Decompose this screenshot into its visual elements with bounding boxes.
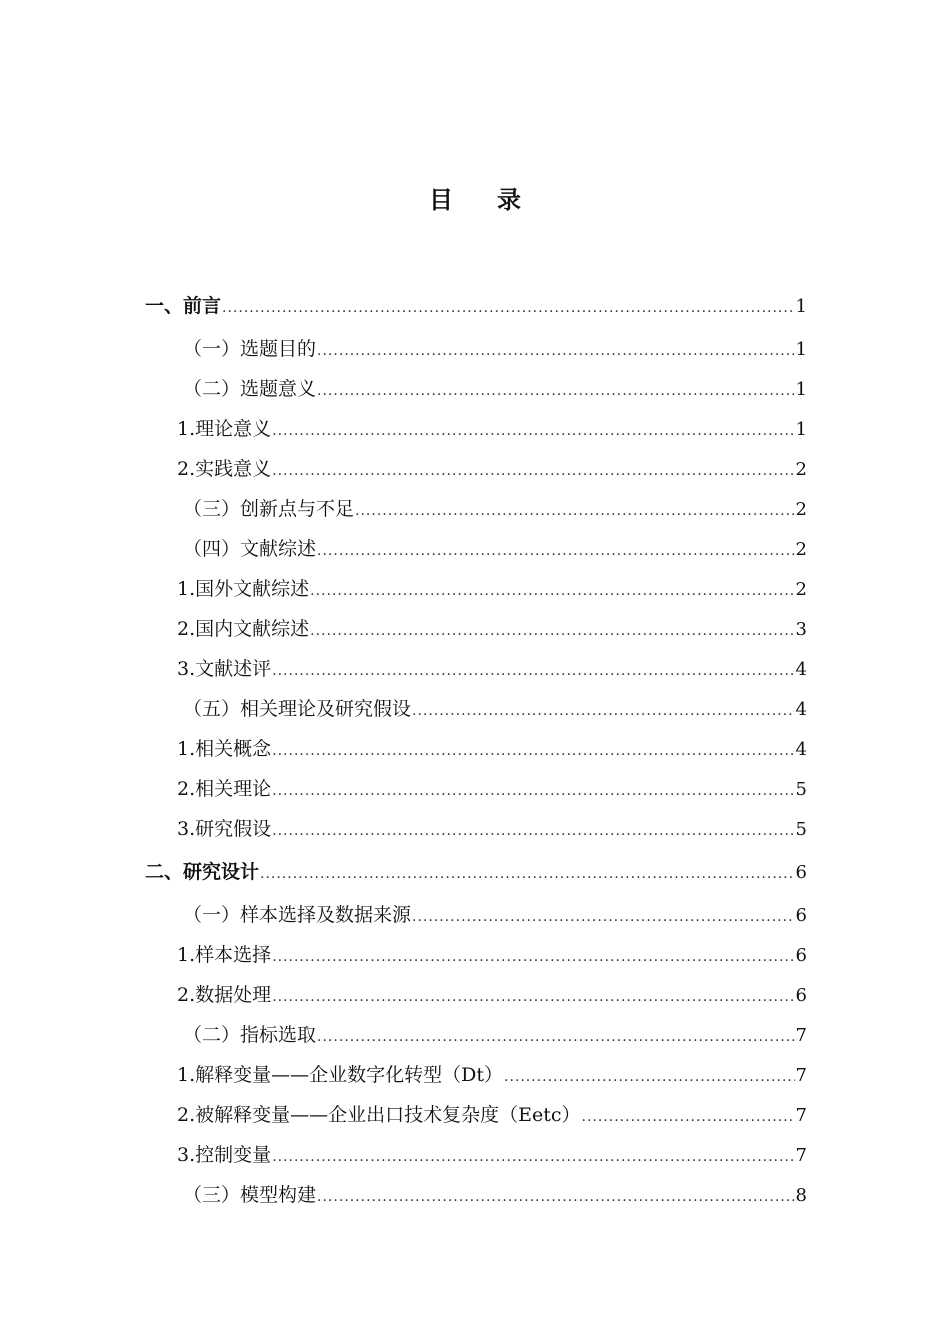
- toc-entry-page-number: 4: [795, 739, 807, 760]
- toc-dot-leader: [504, 1057, 795, 1097]
- toc-dot-leader: [272, 977, 794, 1017]
- toc-dot-leader: [272, 937, 794, 977]
- toc-entry-label: 2.被解释变量——企业出口技术复杂度（Eetc）: [177, 1104, 581, 1126]
- toc-dot-leader: [582, 1097, 795, 1137]
- toc-entry-page-number: 6: [795, 985, 807, 1006]
- toc-dot-leader: [310, 611, 794, 651]
- toc-dot-leader: [272, 451, 794, 491]
- toc-entry[interactable]: [145, 649, 807, 689]
- toc-entry-page-number: 6: [795, 862, 807, 883]
- toc-entry-page-number: 8: [795, 1185, 807, 1206]
- toc-dot-leader: [272, 811, 794, 851]
- toc-dot-leader: [260, 851, 795, 897]
- toc-entry-page-number: 2: [795, 499, 807, 520]
- toc-entry-page-number: 1: [795, 339, 807, 360]
- toc-entry[interactable]: [145, 369, 807, 409]
- toc-entry[interactable]: [145, 609, 807, 649]
- toc-dot-leader: [272, 731, 794, 771]
- toc-entry-label: 2.相关理论: [177, 778, 272, 800]
- toc-entry-label: 1.解释变量——企业数字化转型（Dt）: [177, 1064, 503, 1086]
- toc-entry-page-number: 6: [795, 905, 807, 926]
- toc-entry-label: 一、前言: [145, 295, 222, 317]
- toc-entry-page-number: 1: [795, 379, 807, 400]
- toc-entry-label: （二）指标选取: [183, 1024, 317, 1046]
- toc-dot-leader: [222, 285, 795, 331]
- toc-entry[interactable]: [145, 1055, 807, 1095]
- toc-entry-label: 1.相关概念: [177, 738, 272, 760]
- toc-dot-leader: [412, 897, 795, 937]
- toc-entry-label: 1.理论意义: [177, 418, 272, 440]
- toc-entry-label: 1.国外文献综述: [177, 578, 310, 600]
- toc-dot-leader: [310, 571, 794, 611]
- toc-entry-page-number: 4: [795, 659, 807, 680]
- toc-entry-label: 3.文献述评: [177, 658, 272, 680]
- toc-entry[interactable]: [145, 935, 807, 975]
- toc-dot-leader: [272, 771, 794, 811]
- toc-entry[interactable]: [145, 569, 807, 609]
- toc-entry[interactable]: [145, 895, 807, 935]
- toc-entry-label: （三）创新点与不足: [183, 498, 355, 520]
- toc-entry[interactable]: [145, 489, 807, 529]
- toc-entry-page-number: 1: [795, 419, 807, 440]
- toc-list: [145, 283, 807, 1215]
- toc-entry-page-number: 1: [795, 296, 807, 317]
- toc-dot-leader: [317, 371, 795, 411]
- toc-entry-label: （四）文献综述: [183, 538, 317, 560]
- toc-dot-leader: [317, 531, 795, 571]
- toc-entry-page-number: 3: [795, 619, 807, 640]
- toc-entry[interactable]: [145, 329, 807, 369]
- toc-dot-leader: [412, 691, 795, 731]
- toc-entry-label: 3.控制变量: [177, 1144, 272, 1166]
- toc-entry[interactable]: [145, 769, 807, 809]
- toc-dot-leader: [272, 651, 794, 691]
- toc-entry-label: 二、研究设计: [145, 861, 260, 883]
- toc-entry[interactable]: [145, 689, 807, 729]
- toc-entry-page-number: 5: [795, 819, 807, 840]
- toc-dot-leader: [317, 1177, 795, 1217]
- toc-entry[interactable]: [145, 729, 807, 769]
- toc-entry-label: 2.国内文献综述: [177, 618, 310, 640]
- toc-dot-leader: [317, 1017, 795, 1057]
- toc-entry-label: 3.研究假设: [177, 818, 272, 840]
- toc-entry-page-number: 6: [795, 945, 807, 966]
- toc-entry-label: 2.数据处理: [177, 984, 272, 1006]
- toc-dot-leader: [272, 411, 794, 451]
- toc-entry-label: 2.实践意义: [177, 458, 272, 480]
- toc-entry[interactable]: [145, 1015, 807, 1055]
- toc-entry-page-number: 7: [795, 1025, 807, 1046]
- toc-entry-label: （一）样本选择及数据来源: [183, 904, 412, 926]
- toc-entry-page-number: 4: [795, 699, 807, 720]
- toc-entry[interactable]: [145, 409, 807, 449]
- toc-dot-leader: [317, 331, 795, 371]
- toc-entry-page-number: 5: [795, 779, 807, 800]
- toc-entry[interactable]: [145, 283, 807, 329]
- toc-dot-leader: [272, 1137, 794, 1177]
- toc-entry-page-number: 2: [795, 539, 807, 560]
- toc-title-char-2: 录: [497, 186, 521, 214]
- toc-entry-label: （二）选题意义: [183, 378, 317, 400]
- toc-entry-page-number: 2: [795, 459, 807, 480]
- toc-entry[interactable]: [145, 1175, 807, 1215]
- toc-entry[interactable]: [145, 809, 807, 849]
- toc-entry[interactable]: [145, 975, 807, 1015]
- toc-dot-leader: [355, 491, 795, 531]
- toc-entry-label: （三）模型构建: [183, 1184, 317, 1206]
- toc-entry[interactable]: [145, 529, 807, 569]
- toc-entry-page-number: 7: [795, 1145, 807, 1166]
- toc-entry[interactable]: [145, 449, 807, 489]
- toc-entry-page-number: 7: [795, 1065, 807, 1086]
- toc-entry[interactable]: [145, 1095, 807, 1135]
- toc-title: [0, 180, 950, 215]
- toc-entry-label: 1.样本选择: [177, 944, 272, 966]
- toc-entry-page-number: 2: [795, 579, 807, 600]
- toc-entry-label: （一）选题目的: [183, 338, 317, 360]
- toc-title-char-1: 目: [429, 186, 453, 214]
- toc-entry[interactable]: [145, 1135, 807, 1175]
- toc-entry[interactable]: [145, 849, 807, 895]
- toc-entry-page-number: 7: [795, 1105, 807, 1126]
- toc-entry-label: （五）相关理论及研究假设: [183, 698, 412, 720]
